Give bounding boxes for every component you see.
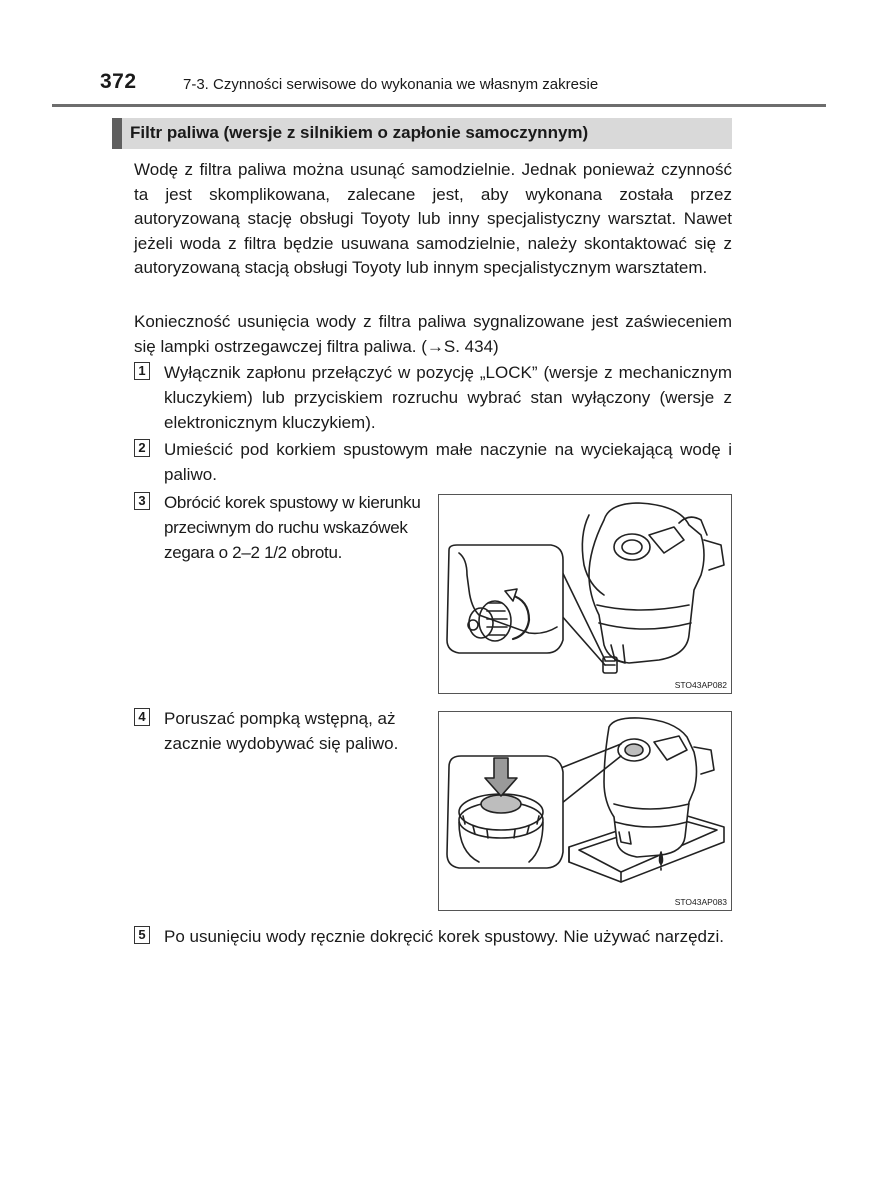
figure-code: STO43AP082 bbox=[674, 680, 727, 690]
step-number-badge: 2 bbox=[134, 439, 150, 457]
page-header bbox=[52, 68, 826, 107]
chapter-title: 7-3. Czynności serwisowe do wykonania we własnym zakresie bbox=[183, 76, 599, 93]
step-text: Obrócić korek spustowy w kierunku przeciwnym do ruchu wskazówek zegara o 2–2 1/2 obrotu. bbox=[164, 493, 421, 562]
step-number-badge: 1 bbox=[134, 362, 150, 380]
step-text: Po usunięciu wody ręcznie dokręcić korek spustowy. Nie używać narzędzi. bbox=[164, 927, 724, 946]
step-number-badge: 5 bbox=[134, 926, 150, 944]
priming-pump-illustration bbox=[439, 712, 731, 910]
figure-drain-plug bbox=[438, 494, 732, 694]
intro-paragraph: Wodę z filtra paliwa można usunąć samodzielnie. Jednak ponieważ czynność ta jest skomplikowana, zalecane jest, aby wykonana została przez autoryzowaną stację obsługi Toyoty lub inny specjalistyczny warsztat. Nawet jeżeli woda z filtra będzie usuwana samodzielnie, należy skontaktować się z autoryzowaną stacją obsługi Toyoty lub innym specjalistycznym warsztatem. bbox=[134, 160, 732, 277]
fuel-filter-drain-illustration bbox=[439, 495, 731, 693]
figure-code: STO43AP083 bbox=[674, 897, 727, 907]
section-heading-text: Filtr paliwa (wersje z silnikiem o zapłonie samoczynnym) bbox=[130, 123, 589, 142]
section-heading bbox=[112, 118, 732, 149]
step-number-badge: 3 bbox=[134, 492, 150, 510]
step-text: Poruszać pompką wstępną, aż zacznie wydobywać się paliwo. bbox=[164, 709, 399, 753]
warning-paragraph: Konieczność usunięcia wody z filtra paliwa sygnalizowane jest zaświeceniem się lampki ostrzegawczej filtra paliwa. (→S. 434) bbox=[134, 312, 732, 356]
step-text: Umieścić pod korkiem spustowym małe naczynie na wyciekającą wodę i paliwo. bbox=[164, 440, 732, 484]
figure-priming-pump bbox=[438, 711, 732, 911]
step-text: Wyłącznik zapłonu przełączyć w pozycję „LOCK” (wersje z mechanicznym kluczykiem) lub przyciskiem rozruchu wybrać stan wyłączony (wersje z elektronicznym kluczykiem). bbox=[164, 363, 732, 432]
page-number: 372 bbox=[100, 70, 137, 93]
step-number-badge: 4 bbox=[134, 708, 150, 726]
